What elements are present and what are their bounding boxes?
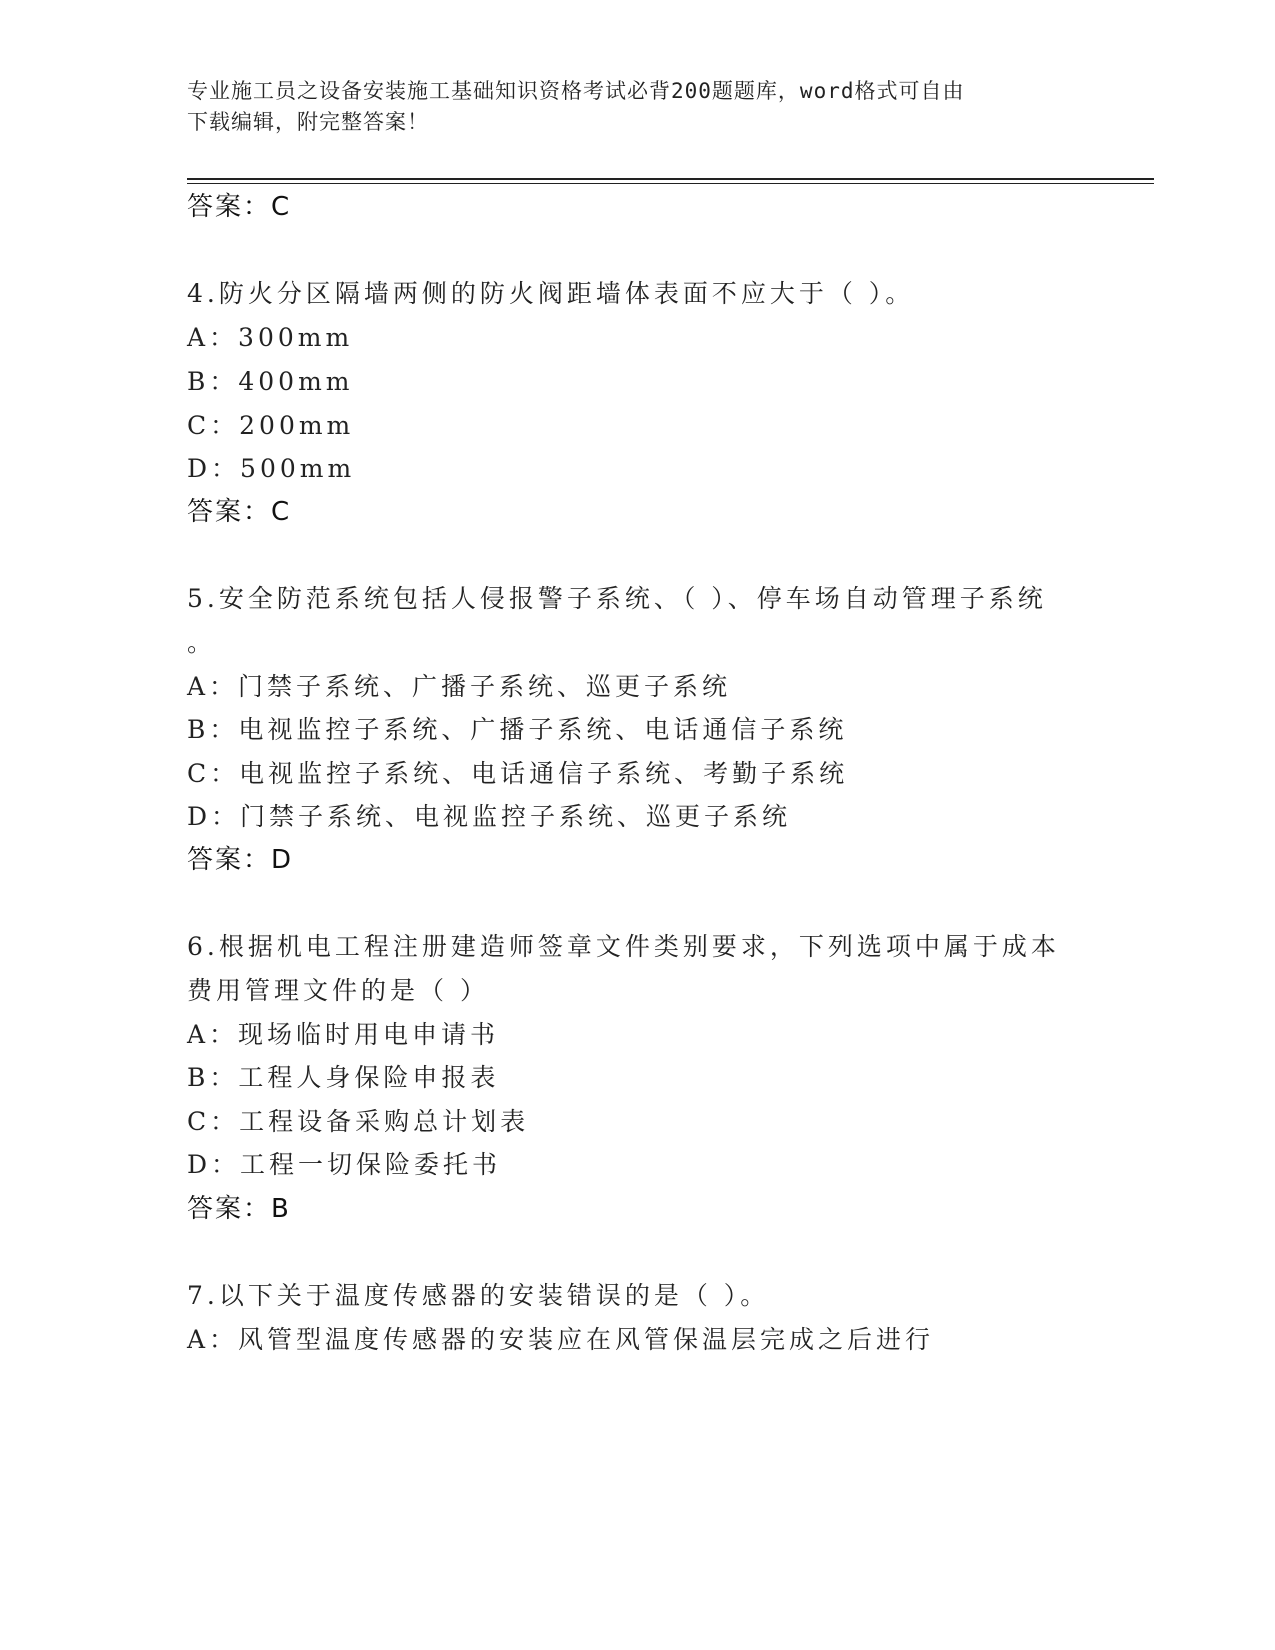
question-6-option-d: D：工程一切保险委托书 <box>187 1150 502 1179</box>
answer-line: 答案：C <box>187 192 292 222</box>
question-4-option-d: D：500mm <box>187 454 356 483</box>
question-5-option-d: D：门禁子系统、电视监控子系统、巡更子系统 <box>187 802 792 831</box>
question-6-option-b: B：工程人身保险申报表 <box>187 1063 500 1092</box>
document-header <box>187 76 1087 138</box>
question-6-option-c: C：工程设备采购总计划表 <box>187 1107 530 1136</box>
question-7-option-a: A：风管型温度传感器的安装应在风管保温层完成之后进行 <box>187 1325 935 1354</box>
question-5-option-c: C：电视监控子系统、电话通信子系统、考勤子系统 <box>187 759 849 788</box>
question-5-stem-line-1: 5.安全防范系统包括人侵报警子系统、（ ）、停车场自动管理子系统 <box>187 584 1047 613</box>
question-6-option-a: A：现场临时用电申请书 <box>187 1020 500 1049</box>
question-4-answer: 答案：C <box>187 497 292 527</box>
question-7-stem: 7.以下关于温度传感器的安装错误的是（ ）。 <box>187 1281 770 1310</box>
header-line-2: 下载编辑，附完整答案！ <box>187 110 429 134</box>
question-5-option-a: A：门禁子系统、广播子系统、巡更子系统 <box>187 672 732 701</box>
question-6-answer: 答案：B <box>187 1194 291 1224</box>
question-4-option-b: B：400mm <box>187 367 354 396</box>
question-4-option-c: C：200mm <box>187 411 355 440</box>
header-divider-thin <box>187 183 1154 184</box>
header-line-1: 专业施工员之设备安装施工基础知识资格考试必背200题题库，word格式可自由 <box>187 79 965 103</box>
question-6-stem-line-1: 6.根据机电工程注册建造师签章文件类别要求，下列选项中属于成本 <box>187 932 1060 961</box>
question-6-stem-line-2: 费用管理文件的是（ ） <box>187 976 489 1005</box>
question-4-option-a: A：300mm <box>187 323 354 352</box>
question-5-stem-line-2: 。 <box>187 628 217 657</box>
question-5-option-b: B：电视监控子系统、广播子系统、电话通信子系统 <box>187 715 848 744</box>
question-4-stem: 4.防火分区隔墙两侧的防火阀距墙体表面不应大于（ ）。 <box>187 279 915 308</box>
header-divider-thick <box>187 178 1154 180</box>
question-5-answer: 答案：D <box>187 845 294 875</box>
